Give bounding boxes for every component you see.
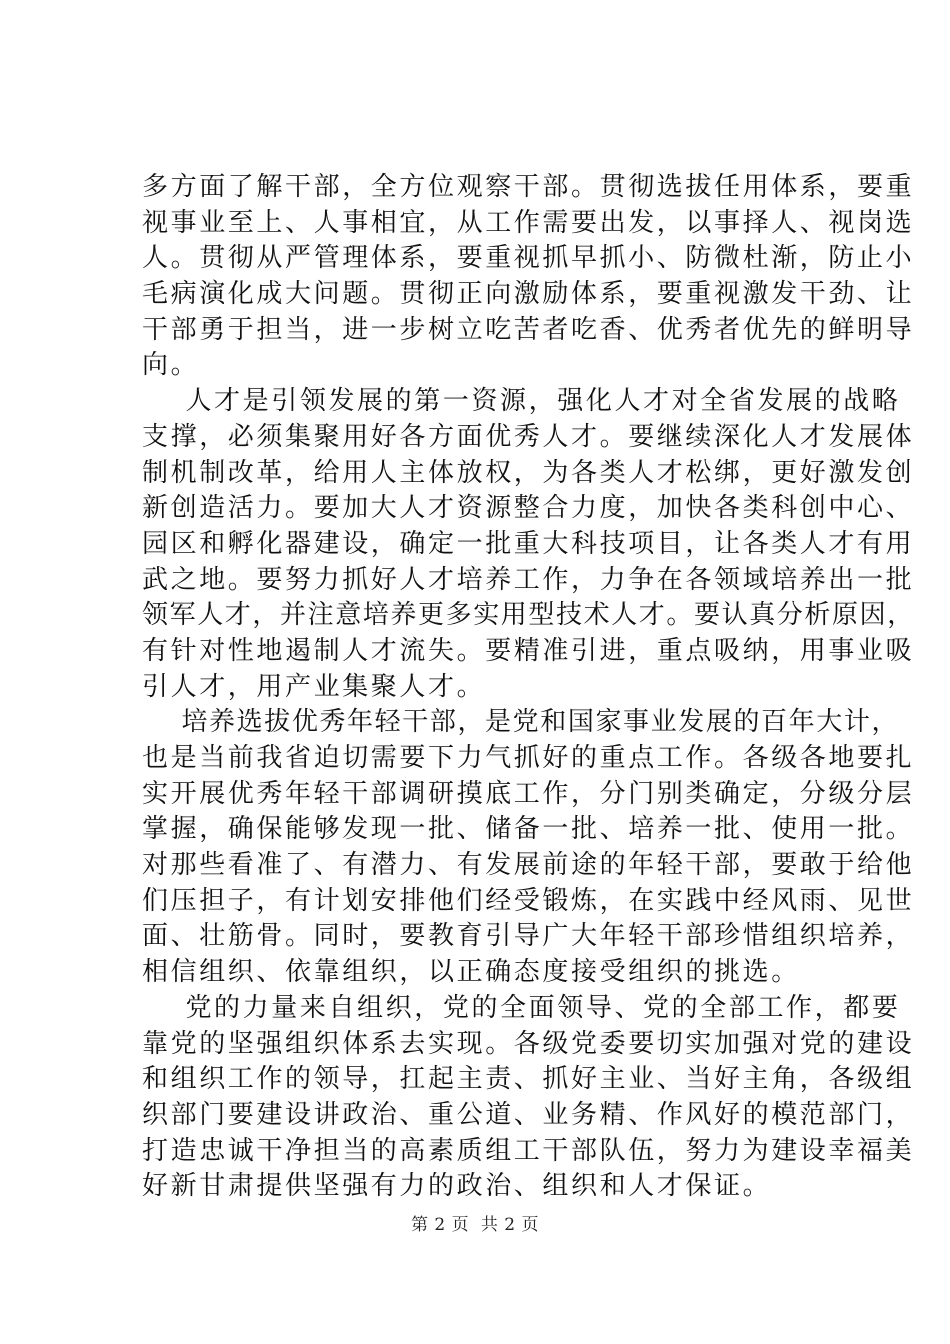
text-line: 织部门要建设讲政治、重公道、业务精、作风好的模范部门， <box>142 1099 915 1130</box>
page-number-footer: 第 2 页 共 2 页 <box>410 1215 540 1235</box>
text-line: 也是当前我省迫切需要下力气抓好的重点工作。各级各地要扎 <box>142 743 915 773</box>
text-line: 武之地。要努力抓好人才培养工作，力争在各领域培养出一批 <box>142 564 915 595</box>
text-line: 人才是引领发展的第一资源，强化人才对全省发展的战略 <box>142 386 901 417</box>
text-line: 们压担子，有计划安排他们经受锻炼，在实践中经风雨、见世 <box>142 885 915 916</box>
text-line: 视事业至上、人事相宜，从工作需要出发，以事择人、视岗选 <box>142 207 915 238</box>
body-text <box>142 170 915 1205</box>
text-line: 培养选拔优秀年轻干部，是党和国家事业发展的百年大计， <box>142 707 900 738</box>
text-line: 掌握，确保能够发现一批、储备一批、培养一批、使用一批。 <box>142 814 915 845</box>
text-line: 实开展优秀年轻干部调研摸底工作，分门别类确定，分级分层 <box>142 778 915 809</box>
text-line: 干部勇于担当，进一步树立吃苦者吃香、优秀者优先的鲜明导 <box>142 314 915 345</box>
text-line: 和组织工作的领导，扛起主责、抓好主业、当好主角，各级组 <box>142 1064 915 1095</box>
text-line: 向。 <box>142 350 200 381</box>
text-line: 面、壮筋骨。同时，要教育引导广大年轻干部珍惜组织培养， <box>142 921 915 952</box>
text-line: 园区和孵化器建设，确定一批重大科技项目，让各类人才有用 <box>142 528 915 559</box>
text-line: 好新甘肃提供坚强有力的政治、组织和人才保证。 <box>142 1171 772 1202</box>
text-line: 领军人才，并注意培养更多实用型技术人才。要认真分析原因， <box>142 600 915 631</box>
text-line: 对那些看准了、有潜力、有发展前途的年轻干部，要敢于给他 <box>142 850 915 881</box>
text-line: 支撑，必须集聚用好各方面优秀人才。要继续深化人才发展体 <box>142 421 915 452</box>
text-line: 制机制改革，给用人主体放权，为各类人才松绑，更好激发创 <box>142 457 915 488</box>
text-line: 有针对性地遏制人才流失。要精准引进，重点吸纳，用事业吸 <box>142 635 915 666</box>
text-line: 毛病演化成大问题。贯彻正向激励体系，要重视激发干劲、让 <box>142 279 915 310</box>
text-line: 多方面了解干部，全方位观察干部。贯彻选拔任用体系，要重 <box>142 172 915 202</box>
text-line: 靠党的坚强组织体系去实现。各级党委要切实加强对党的建设 <box>142 1028 915 1059</box>
text-line: 新创造活力。要加大人才资源整合力度，加快各类科创中心、 <box>142 493 915 524</box>
text-line: 打造忠诚干净担当的高素质组工干部队伍，努力为建设幸福美 <box>142 1135 915 1166</box>
text-line: 党的力量来自组织，党的全面领导、党的全部工作，都要 <box>142 992 901 1023</box>
text-line: 相信组织、依靠组织，以正确态度接受组织的挑选。 <box>142 957 800 988</box>
text-line: 引人才，用产业集聚人才。 <box>142 671 486 702</box>
text-line: 人。贯彻从严管理体系，要重视抓早抓小、防微杜渐，防止小 <box>142 243 915 274</box>
